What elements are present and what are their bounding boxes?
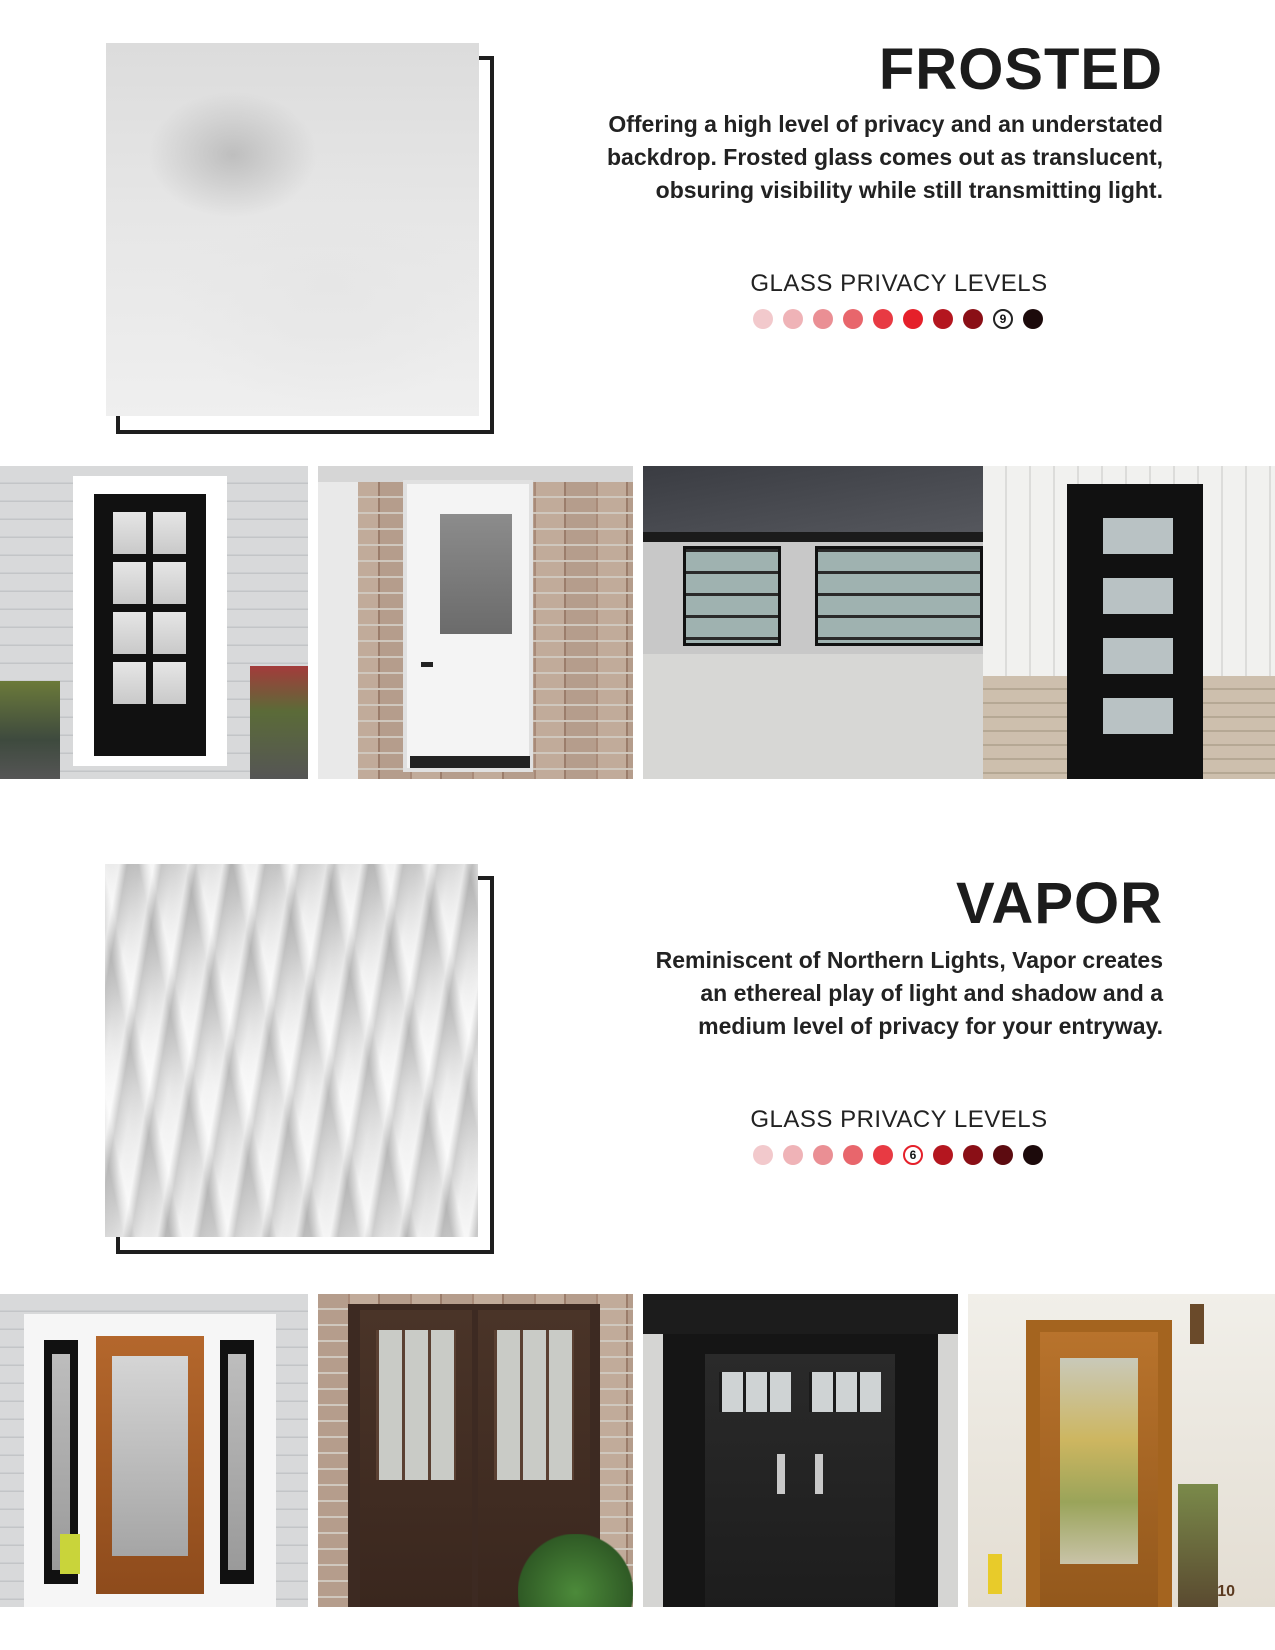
- privacy-level-dot: [1023, 309, 1043, 329]
- vapor-photo-black-double-doors: [643, 1294, 958, 1607]
- vapor-photo-double-doors: [318, 1294, 633, 1607]
- vapor-privacy-label: GLASS PRIVACY LEVELS: [750, 1106, 1048, 1133]
- frosted-photo-black-door: [0, 466, 308, 779]
- privacy-level-dot: [933, 309, 953, 329]
- privacy-level-dot: [903, 309, 923, 329]
- frosted-desc-line-3: obsuring visibility while still transmitting light.: [655, 177, 1163, 203]
- privacy-level-dot: [873, 309, 893, 329]
- vapor-photo-interior-door: [968, 1294, 1275, 1607]
- vapor-glass-swatch: [105, 864, 478, 1237]
- privacy-level-dot: [783, 1145, 803, 1165]
- vapor-section: [0, 820, 1275, 1610]
- frosted-privacy-label: GLASS PRIVACY LEVELS: [750, 270, 1048, 297]
- privacy-level-dot: [843, 1145, 863, 1165]
- frosted-title: FROSTED: [878, 37, 1163, 102]
- frosted-desc-line-2: backdrop. Frosted glass comes out as translucent,: [607, 144, 1163, 170]
- vapor-privacy-scale: [753, 1145, 1043, 1165]
- frosted-photo-white-door: [318, 466, 633, 779]
- frosted-description: [523, 108, 1163, 207]
- privacy-level-dot: [783, 309, 803, 329]
- vapor-desc-line-2: an ethereal play of light and shadow and a: [700, 980, 1163, 1006]
- frosted-photo-garage: [643, 466, 1275, 779]
- privacy-level-dot: [753, 1145, 773, 1165]
- vapor-photo-wood-door-sidelites: [0, 1294, 308, 1607]
- vapor-desc-line-3: medium level of privacy for your entryway.: [698, 1013, 1163, 1039]
- frosted-section: [0, 0, 1275, 780]
- privacy-level-dot: [933, 1145, 953, 1165]
- frosted-privacy-scale: [753, 309, 1043, 329]
- vapor-desc-line-1: Reminiscent of Northern Lights, Vapor creates: [655, 947, 1163, 973]
- privacy-level-dot: [963, 309, 983, 329]
- page-number: 10: [1217, 1583, 1235, 1600]
- frosted-glass-swatch: [106, 43, 479, 416]
- privacy-level-marker: 9: [993, 309, 1013, 329]
- privacy-level-dot: [813, 309, 833, 329]
- privacy-level-dot: [1023, 1145, 1043, 1165]
- privacy-level-dot: [813, 1145, 833, 1165]
- vapor-title: VAPOR: [956, 871, 1163, 936]
- privacy-level-dot: [963, 1145, 983, 1165]
- privacy-level-marker: 6: [903, 1145, 923, 1165]
- vapor-description: [523, 944, 1163, 1043]
- privacy-level-dot: [873, 1145, 893, 1165]
- privacy-level-dot: [753, 309, 773, 329]
- privacy-level-dot: [993, 1145, 1013, 1165]
- frosted-desc-line-1: Offering a high level of privacy and an understated: [608, 111, 1163, 137]
- privacy-level-dot: [843, 309, 863, 329]
